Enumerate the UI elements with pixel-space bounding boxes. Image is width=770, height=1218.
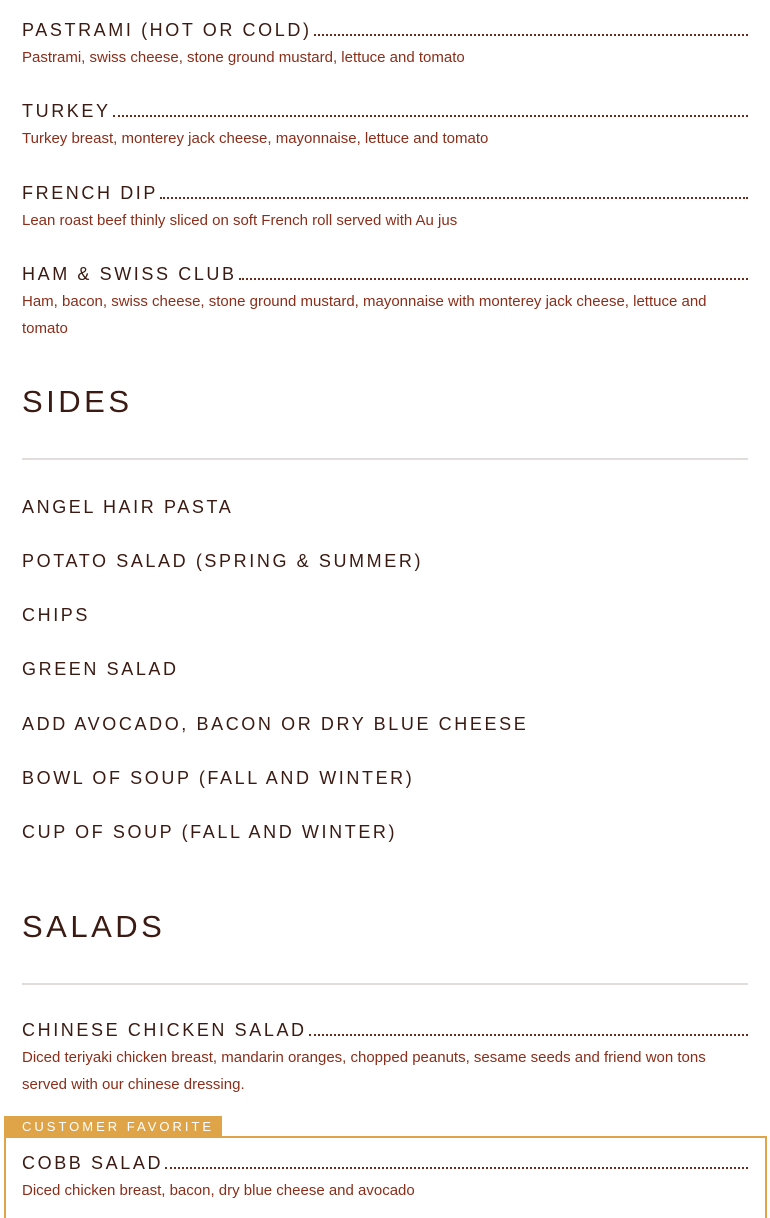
- menu-item-pastrami: [22, 20, 748, 71]
- item-description: Lean roast beef thinly sliced on soft French roll served with Au jus: [22, 212, 458, 229]
- side-item: ADD AVOCADO, BACON OR DRY BLUE CHEESE: [22, 714, 529, 734]
- side-item: ANGEL HAIR PASTA: [22, 497, 234, 517]
- customer-favorite-badge: CUSTOMER FAVORITE: [4, 1116, 222, 1137]
- item-name: FRENCH DIP: [22, 183, 159, 203]
- dotted-leader: [160, 185, 748, 199]
- section-title-sides: SIDES: [22, 384, 133, 419]
- dotted-leader: [309, 1022, 748, 1036]
- menu-item-ham-swiss-club: [22, 264, 748, 342]
- side-item: CUP OF SOUP (FALL AND WINTER): [22, 822, 398, 842]
- item-name: CHINESE CHICKEN SALAD: [22, 1020, 307, 1040]
- item-name: COBB SALAD: [22, 1153, 164, 1173]
- menu-item-cobb-salad: [22, 1153, 748, 1204]
- dotted-leader: [314, 22, 748, 36]
- item-description: Pastrami, swiss cheese, stone ground mustard, lettuce and tomato: [22, 49, 465, 66]
- item-name: HAM & SWISS CLUB: [22, 264, 237, 284]
- item-description: Ham, bacon, swiss cheese, stone ground mustard, mayonnaise with monterey jack cheese, lettuce and tomato: [22, 293, 707, 337]
- dotted-leader: [113, 103, 748, 117]
- dotted-leader: [239, 266, 748, 280]
- side-item: CHIPS: [22, 605, 91, 625]
- item-description: Diced teriyaki chicken breast, mandarin oranges, chopped peanuts, sesame seeds and friend won tons served with our chinese dressing.: [22, 1049, 706, 1093]
- menu-item-turkey: [22, 101, 748, 152]
- section-title-salads: SALADS: [22, 909, 166, 944]
- dotted-leader: [165, 1155, 748, 1169]
- menu-item-french-dip: [22, 183, 748, 234]
- section-divider: [22, 458, 748, 460]
- side-item: POTATO SALAD (SPRING & SUMMER): [22, 551, 424, 571]
- section-divider: [22, 983, 748, 985]
- item-name: PASTRAMI (HOT OR COLD): [22, 20, 312, 40]
- side-item: BOWL OF SOUP (FALL AND WINTER): [22, 768, 415, 788]
- menu-item-chinese-chicken-salad: [22, 1020, 748, 1098]
- side-item: GREEN SALAD: [22, 659, 179, 679]
- item-name: TURKEY: [22, 101, 111, 121]
- item-description: Turkey breast, monterey jack cheese, mayonnaise, lettuce and tomato: [22, 130, 489, 147]
- item-description: Diced chicken breast, bacon, dry blue cheese and avocado: [22, 1182, 415, 1199]
